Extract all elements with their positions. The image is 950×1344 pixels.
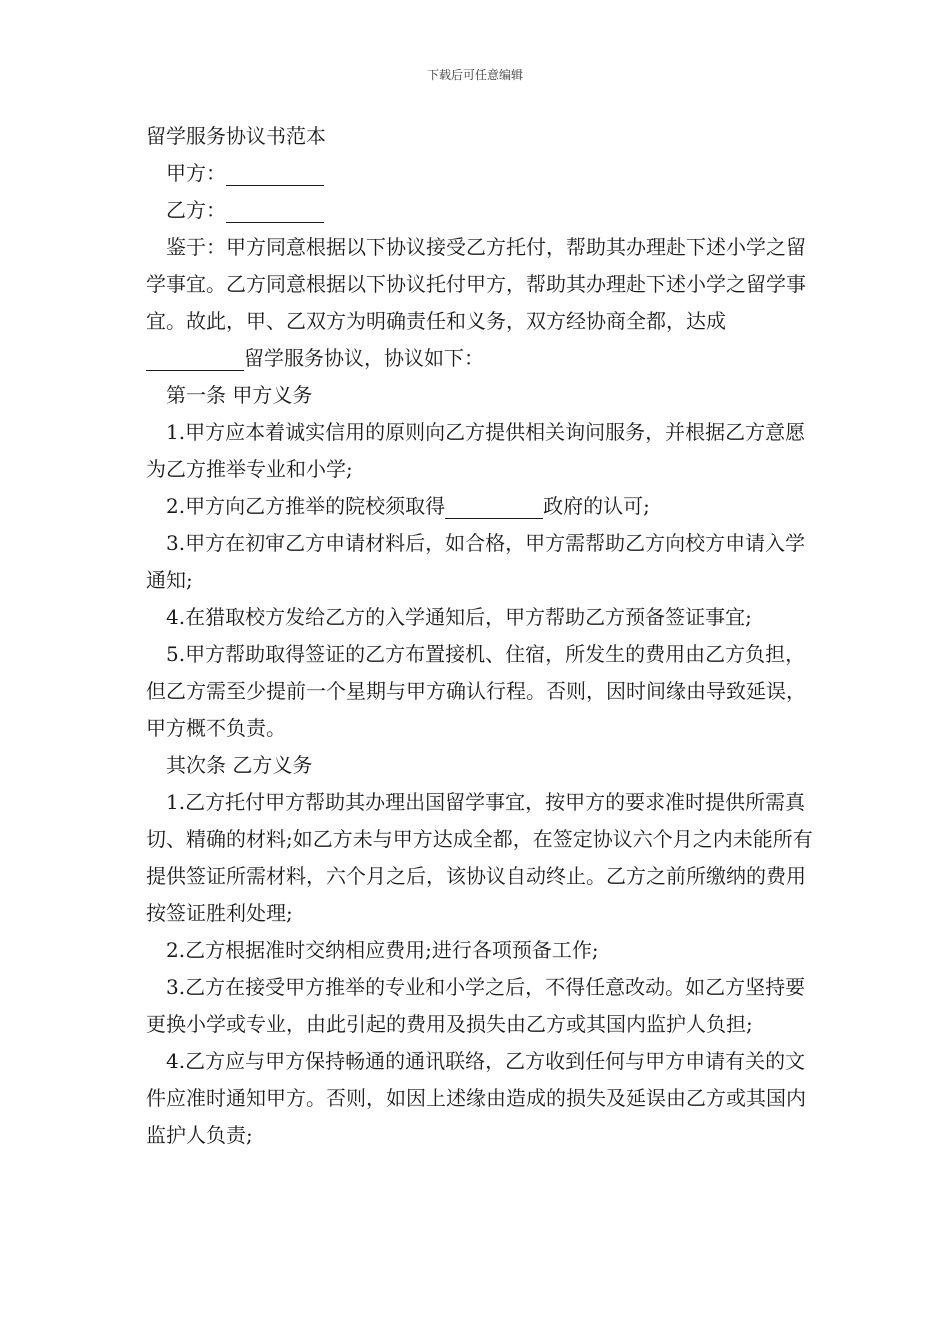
article-2-item-1: 1.乙方托付甲方帮助其办理出国留学事宜，按甲方的要求准时提供所需真切、精确的材料;如乙方未与甲方达成全都，在签定协议六个月之内未能所有提供签证所需材料，六个月之后，该协议自动终止。乙方之前所缴纳的费用按签证胜利处理;	[146, 790, 813, 925]
item-2-text-end: 政府的认可;	[543, 494, 650, 518]
article-2-item-2: 2.乙方根据准时交纳相应费用;进行各项预备工作;	[166, 938, 599, 962]
party-b-blank	[226, 198, 324, 223]
article-2-item-3: 3.乙方在接受甲方推举的专业和小学之后，不得任意改动。如乙方坚持要更换小学或专业，由此引起的费用及损失由乙方或其国内监护人负担;	[146, 975, 806, 1036]
article-1-item-5: 5.甲方帮助取得签证的乙方布置接机、住宿，所发生的费用由乙方负担，但乙方需至少提前一个星期与甲方确认行程。否则，因时间缘由导致延误，甲方概不负责。	[146, 642, 806, 740]
article-2-heading: 其次条 乙方义务	[166, 753, 313, 777]
preamble-text: 鉴于：甲方同意根据以下协议接受乙方托付，帮助其办理赴下述小学之留学事宜。乙方同意根据以下协议托付甲方，帮助其办理赴下述小学之留学事宜。故此，甲、乙双方为明确责任和义务，双方经协商全都，达成	[146, 235, 806, 333]
item-2-text: 2.甲方向乙方推举的院校须取得	[166, 494, 446, 518]
article-1-item-1: 1.甲方应本着诚实信用的原则向乙方提供相关询问服务，并根据乙方意愿为乙方推举专业和小学;	[146, 420, 806, 481]
article-1-item-4: 4.在猎取校方发给乙方的入学通知后，甲方帮助乙方预备签证事宜;	[166, 605, 752, 629]
party-a-label: 甲方：	[166, 161, 226, 185]
document-title: 留学服务协议书范本	[146, 124, 326, 148]
article-1-item-2	[146, 488, 818, 525]
article-1-item-3: 3.甲方在初审乙方申请材料后，如合格，甲方需帮助乙方向校方申请入学通知;	[146, 531, 806, 592]
government-blank	[445, 494, 543, 519]
preamble-text-end: 留学服务协议，协议如下：	[244, 346, 484, 370]
article-1-heading: 第一条 甲方义务	[166, 383, 313, 407]
party-b-label: 乙方：	[166, 198, 226, 222]
party-b-line	[146, 192, 818, 229]
party-a-line	[146, 155, 818, 192]
document-body	[146, 118, 818, 1154]
party-a-blank	[226, 161, 324, 186]
preamble-paragraph	[146, 229, 818, 377]
page-header: 下载后可任意编辑	[426, 68, 523, 82]
article-2-item-4: 4.乙方应与甲方保持畅通的通讯联络，乙方收到任何与甲方申请有关的文件应准时通知甲方。否则，如因上述缘由造成的损失及延误由乙方或其国内监护人负责;	[146, 1049, 806, 1147]
agreement-blank	[146, 346, 244, 371]
